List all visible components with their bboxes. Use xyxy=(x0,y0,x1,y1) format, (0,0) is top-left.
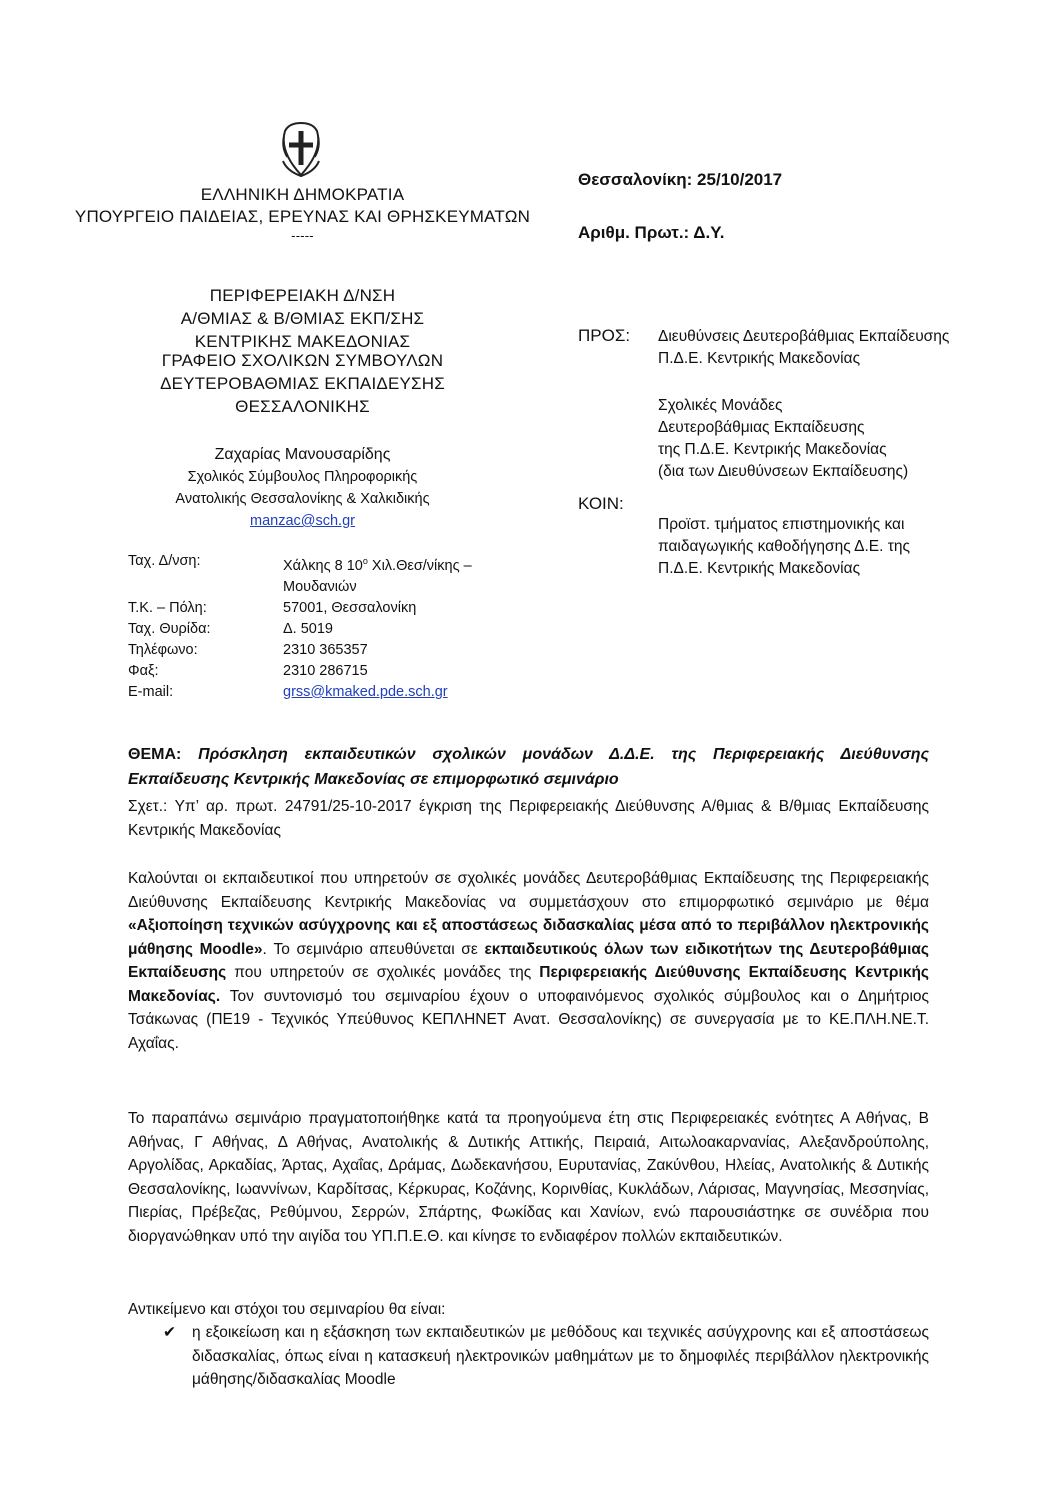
recipient-1a: Διευθύνσεις Δευτεροβάθμιας Εκπαίδευσης xyxy=(658,328,950,345)
directorate-block xyxy=(70,285,535,353)
advisor-block xyxy=(70,444,535,532)
office-line-2: ΔΕΥΤΕΡΟΒΑΘΜΙΑΣ ΕΚΠΑΙΔΕΥΣΗΣ xyxy=(160,374,445,393)
recipient-2c: της Π.Δ.Ε. Κεντρικής Μακεδονίας xyxy=(658,441,887,458)
directorate-line-3: ΚΕΝΤΡΙΚΗΣ ΜΑΚΕΔΟΝΙΑΣ xyxy=(194,332,411,351)
directorate-line-2: Α/ΘΜΙΑΣ & Β/ΘΜΙΑΣ ΕΚΠ/ΣΗΣ xyxy=(180,309,425,328)
postcode-value: 57001, Θεσσαλονίκη xyxy=(283,599,417,616)
list-item: ✔ η εξοικείωση και η εξάσκηση των εκπαιδευτικών με μεθόδους και τεχνικές ασύγχρονης και εξ αποστάσεως διδασκαλίας, όπως είναι η κατασκευή ηλεκτρονικών μαθημάτων με το δημοφιλές περιβάλλον ηλεκτρονικής μάθησης/διδασκαλίας Moodle xyxy=(128,1321,929,1392)
email-label: E-mail: xyxy=(128,683,174,700)
postcode-label: Τ.Κ. – Πόλη: xyxy=(128,599,207,616)
cc-line-c: Π.Δ.Ε. Κεντρικής Μακεδονίας xyxy=(658,560,861,577)
country-name: ΕΛΛΗΝΙΚΗ ΔΗΜΟΚΡΑΤΙΑ xyxy=(200,185,405,204)
checkmark-icon: ✔ xyxy=(163,1324,176,1341)
recipient-2d: (δια των Διευθύνσεων Εκπαίδευσης) xyxy=(658,463,909,480)
body-paragraph-1: Καλούνται οι εκπαιδευτικοί που υπηρετούν σε σχολικές μονάδες Δευτεροβάθμιας Εκπαίδευσης της Περιφερειακής Διεύθυνσης Εκπαίδευσης Κεντρικής Μακεδονίας να συμμετάσχουν στο επιμορφωτικό σεμινάριο με θέμα «Αξιοποίηση τεχνικών ασύγχρονης και εξ αποστάσεως διδασκαλίας μέσα από το περιβάλλον ηλεκτρονικής μάθησης Moodle». Το σεμινάριο απευθύνεται σε εκπαιδευτικούς όλων των ειδικοτήτων της Δευτεροβάθμιας Εκπαίδευσης που υπηρετούν σε σχολικές μονάδες της Περιφερειακής Διεύθυνσης Εκπαίδευσης Κεντρικής Μακεδονίας. Τον συντονισμό του σεμιναρίου έχουν ο υποφαινόμενος σχολικός σύμβουλος και ο Δημήτριος Τσάκωνας (ΠΕ19 - Τεχνικός Υπεύθυνος ΚΕΠΛΗΝΕΤ Ανατ. Θεσσαλονίκης) σε συνεργασία με το ΚΕ.ΠΛΗ.ΝΕ.Τ. Αχαΐας. xyxy=(128,870,929,1052)
recipients-list xyxy=(658,326,1028,483)
advisor-name: Ζαχαρίας Μανουσαρίδης xyxy=(214,446,391,463)
office-line-3: ΘΕΣΣΑΛΟΝΙΚΗΣ xyxy=(235,397,370,416)
subject-label: ΘΕΜΑ: xyxy=(128,746,182,763)
directorate-line-1: ΠΕΡΙΦΕΡΕΙΑΚΗ Δ/ΝΣΗ xyxy=(209,286,396,305)
body-paragraph-3: Αντικείμενο και στόχοι του σεμιναρίου θα είναι: xyxy=(128,1301,446,1318)
address-value: Χάλκης 8 $10^o$ Χιλ.Θεσ/νίκης – xyxy=(283,556,472,574)
address-label: Ταχ. Δ/νση: xyxy=(128,553,201,569)
seminar-title: «Αξιοποίηση τεχνικών ασύγχρονης και εξ αποστάσεως διδασκαλίας μέσα από το περιβάλλον ηλεκτρονικής μάθησης Moodle» xyxy=(128,917,929,958)
contact-details xyxy=(128,551,513,703)
subject-line xyxy=(128,742,929,792)
recipients-label: ΠΡΟΣ: xyxy=(578,326,631,345)
ministry-name: ΥΠΟΥΡΓΕΙΟ ΠΑΙΔΕΙΑΣ, ΕΡΕΥΝΑΣ ΚΑΙ ΘΡΗΣΚΕΥΜΑΤΩΝ xyxy=(74,207,531,226)
office-email-link[interactable]: grss@kmaked.pde.sch.gr xyxy=(283,683,448,700)
body-paragraph-2: Το παραπάνω σεμινάριο πραγματοποιήθηκε κατά τα προηγούμενα έτη στις Περιφερειακές ενότητες Α Αθήνας, Β Αθήνας, Γ Αθήνας, Δ Αθήνας, Ανατολικής & Δυτικής Αττικής, Πειραιά, Αιτωλοακαρνανίας, Αλεξανδρούπολης, Αργολίδας, Αρκαδίας, Άρτας, Αχαΐας, Δράμας, Δωδεκανήσου, Ευρυτανίας, Ζακύνθου, Ηλείας, Ανατολικής & Δυτικής Θεσσαλονίκης, Ιωαννίνων, Καρδίτσας, Κέρκυρας, Κοζάνης, Κορινθίας, Κυκλάδων, Λάρισας, Μαγνησίας, Μεσσηνίας, Πιερίας, Πρέβεζας, Ρεθύμνου, Σερρών, Σπάρτης, Φωκίδας και Χανίων, ενώ παρουσιάστηκε σε συνέδρια που διοργανώθηκαν υπό την αιγίδα του ΥΠ.Π.Ε.Θ. και κίνησε το ενδιαφέρον πολλών εκπαιδευτικών. xyxy=(128,1110,929,1245)
cc-list xyxy=(658,514,1028,580)
advisor-email-link[interactable]: manzac@sch.gr xyxy=(250,513,355,529)
subject-reference: Σχετ.: Υπ’ αρ. πρωτ. 24791/25-10-2017 έγκριση της Περιφερειακής Διεύθυνσης Α/θμιας & Β/θμιας Εκπαίδευσης Κεντρικής Μακεδονίας xyxy=(128,798,929,839)
phone-value: 2310 365357 xyxy=(283,641,368,658)
greek-emblem-icon xyxy=(279,121,323,177)
fax-value: 2310 286715 xyxy=(283,662,368,679)
advisor-role: Σχολικός Σύμβουλος Πληροφορικής xyxy=(187,469,418,485)
protocol-line: Αριθμ. Πρωτ.: Δ.Υ. xyxy=(578,223,725,242)
cc-label: ΚΟΙΝ: xyxy=(578,494,624,513)
header-separator: ----- xyxy=(291,228,314,243)
office-line-1: ΓΡΑΦΕΙΟ ΣΧΟΛΙΚΩΝ ΣΥΜΒΟΥΛΩΝ xyxy=(161,351,444,370)
objectives-list xyxy=(128,1321,929,1392)
phone-label: Τηλέφωνο: xyxy=(128,641,198,658)
recipient-2a: Σχολικές Μονάδες xyxy=(658,397,783,414)
advisor-area: Ανατολικής Θεσσαλονίκης & Χαλκιδικής xyxy=(175,491,430,507)
recipient-2b: Δευτεροβάθμιας Εκπαίδευσης xyxy=(658,419,865,436)
cc-line-b: παιδαγωγικής καθοδήγησης Δ.Ε. της xyxy=(658,538,910,555)
office-block xyxy=(70,350,535,418)
target-directorate: Περιφερειακής Διεύθυνσης Εκπαίδευσης Κεντρικής Μακεδονίας. xyxy=(128,964,929,1005)
left-header xyxy=(70,184,535,244)
date-line: Θεσσαλονίκη: 25/10/2017 xyxy=(578,170,783,189)
recipient-1b: Π.Δ.Ε. Κεντρικής Μακεδονίας xyxy=(658,350,861,367)
target-audience: εκπαιδευτικούς όλων των ειδικοτήτων της Δευτεροβάθμιας Εκπαίδευσης xyxy=(128,940,929,981)
address-value-2: Μουδανιών xyxy=(283,578,357,595)
subject-text: Πρόσκληση εκπαιδευτικών σχολικών μονάδων Δ.Δ.Ε. της Περιφερειακής Διεύθυνσης Εκπαίδευσης Κεντρικής Μακεδονίας σε επιμορφωτικό σεμινάριο xyxy=(128,746,929,788)
fax-label: Φαξ: xyxy=(128,662,159,679)
pobox-value: Δ. 5019 xyxy=(283,620,333,637)
cc-line-a: Προϊστ. τμήματος επιστημονικής και xyxy=(658,516,905,533)
pobox-label: Ταχ. Θυρίδα: xyxy=(128,620,211,637)
